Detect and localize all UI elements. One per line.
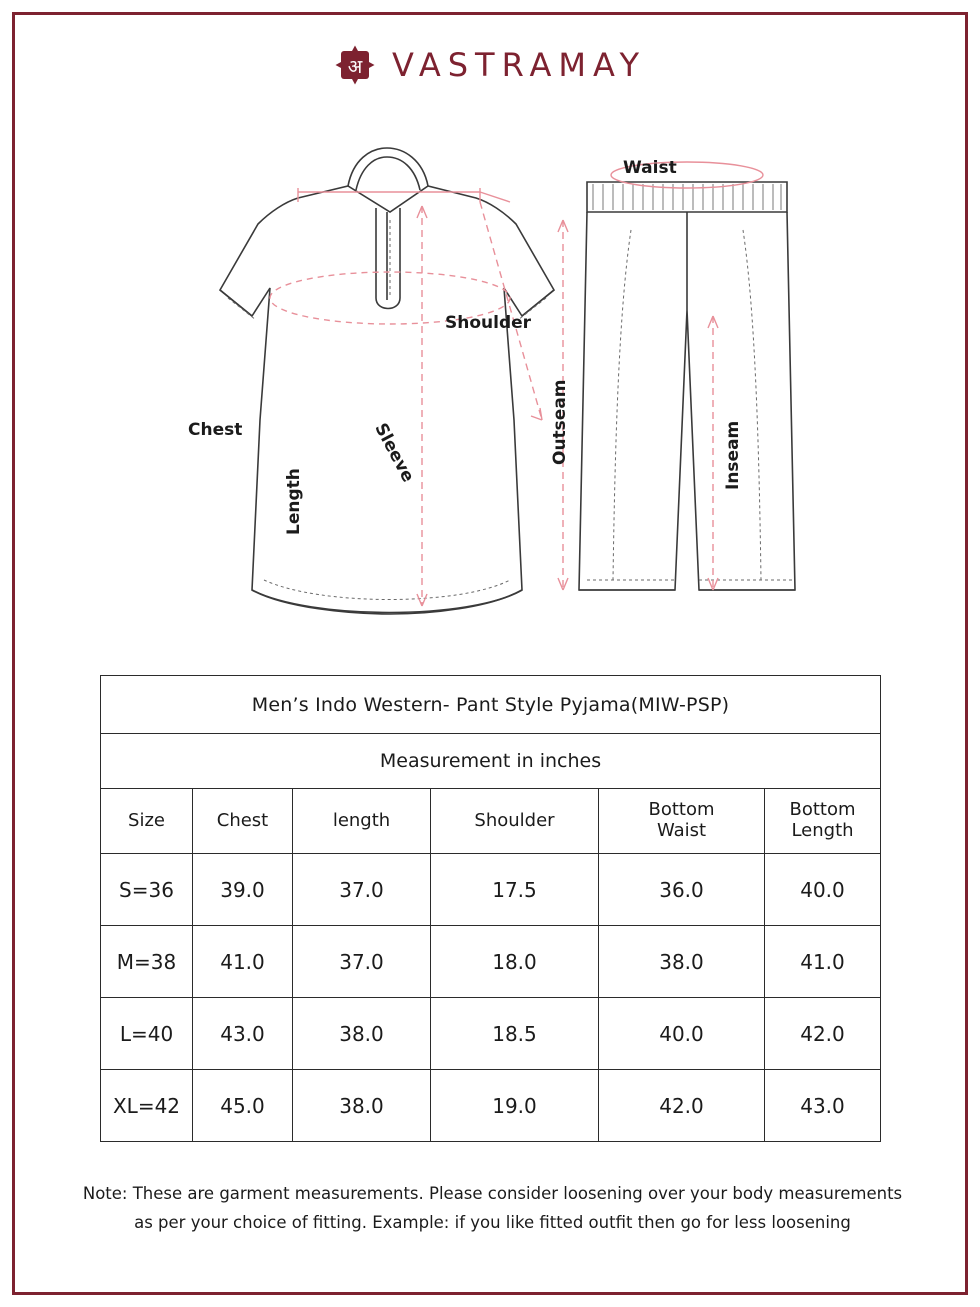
label-sleeve: Sleeve — [370, 420, 418, 486]
cell-bottom-length: 40.0 — [765, 854, 881, 926]
label-waist: Waist — [623, 158, 677, 178]
cell-bottom-waist: 40.0 — [599, 998, 765, 1070]
cell-bottom-length: 42.0 — [765, 998, 881, 1070]
cell-length: 37.0 — [293, 926, 431, 998]
cell-shoulder: 17.5 — [431, 854, 599, 926]
table-subtitle-row — [101, 734, 881, 789]
table-title: Men’s Indo Western- Pant Style Pyjama(MIW-PSP) — [101, 676, 881, 734]
note-line-1: Note: These are garment measurements. Please consider loosening over your body measurements — [82, 1184, 903, 1203]
cell-chest: 43.0 — [193, 998, 293, 1070]
cell-length: 38.0 — [293, 1070, 431, 1142]
header-bottom-waist-line2: Waist — [656, 820, 707, 841]
label-inseam: Inseam — [723, 420, 743, 490]
header-shoulder: Shoulder — [431, 789, 599, 854]
brand-header — [0, 30, 980, 100]
header-length: length — [293, 789, 431, 854]
cell-shoulder: 18.5 — [431, 998, 599, 1070]
cell-size: M=38 — [101, 926, 193, 998]
cell-chest: 39.0 — [193, 854, 293, 926]
table-subtitle: Measurement in inches — [101, 734, 881, 789]
cell-bottom-length: 41.0 — [765, 926, 881, 998]
svg-text:अ: अ — [347, 56, 363, 78]
header-chest: Chest — [193, 789, 293, 854]
table-row — [101, 998, 881, 1070]
vastramay-logo-icon — [334, 44, 376, 86]
table-title-row — [101, 676, 881, 734]
cell-size: XL=42 — [101, 1070, 193, 1142]
header-size: Size — [101, 789, 193, 854]
header-bottom-waist — [599, 789, 765, 854]
header-bottom-length-line2: Length — [791, 820, 854, 841]
cell-chest: 45.0 — [193, 1070, 293, 1142]
table-row — [101, 1070, 881, 1142]
cell-bottom-length: 43.0 — [765, 1070, 881, 1142]
table-row — [101, 926, 881, 998]
cell-bottom-waist: 38.0 — [599, 926, 765, 998]
brand-name: VASTRAMAY — [392, 46, 646, 84]
garment-illustration — [40, 120, 940, 650]
label-chest: Chest — [188, 420, 243, 440]
size-chart-table — [100, 675, 881, 1142]
cell-chest: 41.0 — [193, 926, 293, 998]
measurement-note — [55, 1180, 930, 1238]
cell-length: 37.0 — [293, 854, 431, 926]
cell-length: 38.0 — [293, 998, 431, 1070]
cell-bottom-waist: 42.0 — [599, 1070, 765, 1142]
note-line-2: as per your choice of fitting. Example: if you like fitted outfit then go for less loosening — [134, 1212, 851, 1232]
header-bottom-length-line1: Bottom — [789, 799, 856, 821]
cell-size: L=40 — [101, 998, 193, 1070]
table-row — [101, 854, 881, 926]
cell-shoulder: 19.0 — [431, 1070, 599, 1142]
cell-bottom-waist: 36.0 — [599, 854, 765, 926]
cell-size: S=36 — [101, 854, 193, 926]
header-bottom-waist-line1: Bottom — [648, 799, 715, 821]
label-length: Length — [284, 468, 304, 535]
label-outseam: Outseam — [550, 379, 570, 465]
label-shoulder: Shoulder — [445, 313, 532, 333]
cell-shoulder: 18.0 — [431, 926, 599, 998]
header-bottom-length — [765, 789, 881, 854]
table-header-row — [101, 789, 881, 854]
